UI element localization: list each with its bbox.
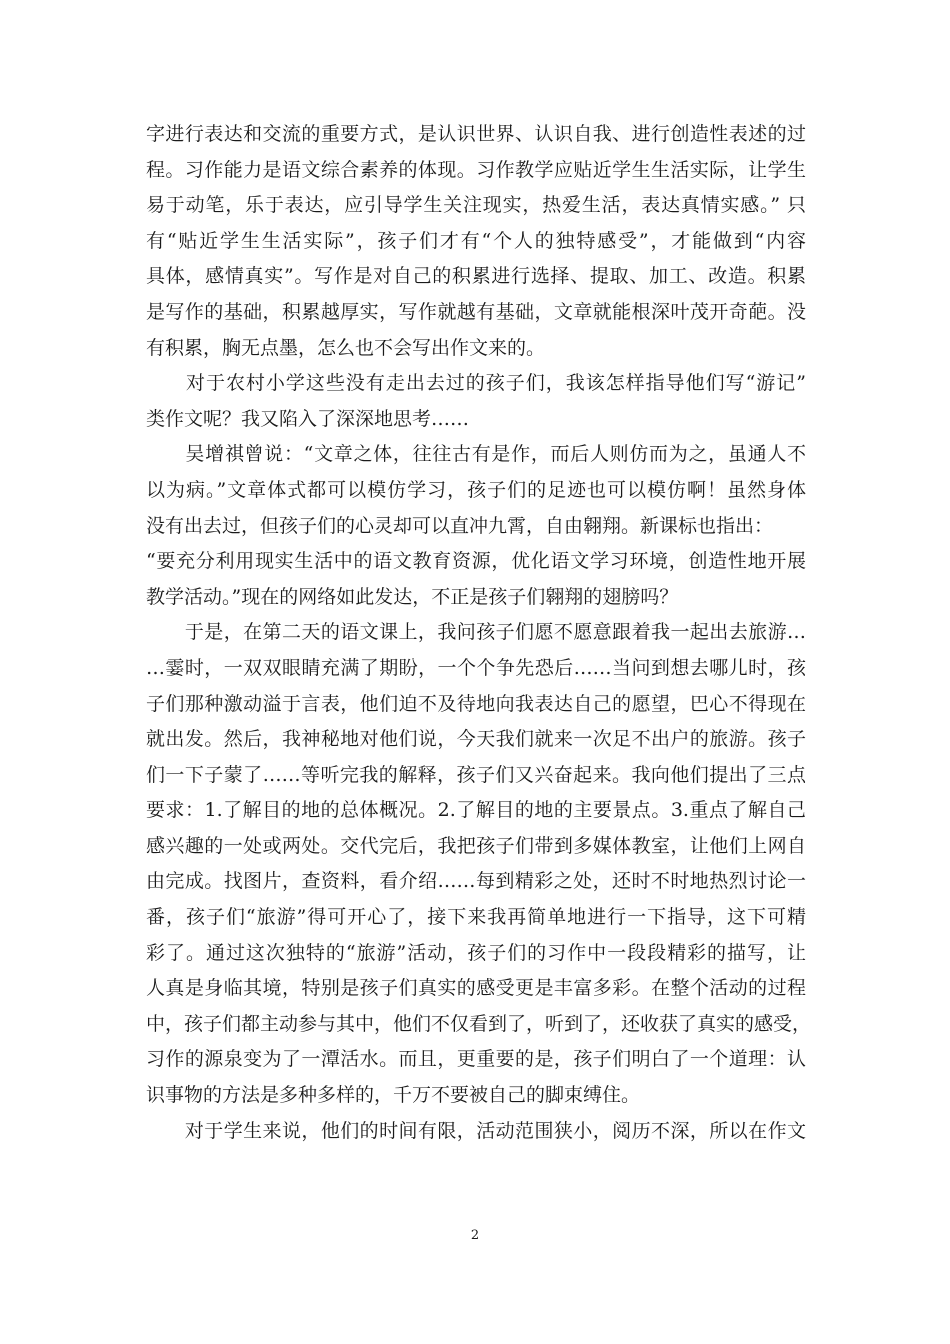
text-line: 番，孩子们“旅游”得可开心了，接下来我再简单地进行一下指导，这下可精	[146, 906, 806, 929]
text-line: 由完成。找图片，查资料，看介绍……每到精彩之处，还时不时地热烈讨论一	[146, 870, 806, 893]
text-line: 教学活动。”现在的网络如此发达，不正是孩子们翱翔的翅膀吗？	[146, 585, 679, 608]
text-line: 以为病。”文章体式都可以模仿学习，孩子们的足迹也可以模仿啊！虽然身体	[146, 478, 806, 501]
text-line: 吴增祺曾说：“文章之体，往往古有是作，而后人则仿而为之，虽通人不	[146, 443, 806, 466]
text-line: 类作文呢？我又陷入了深深地思考……	[146, 407, 470, 430]
text-line: 易于动笔，乐于表达，应引导学生关注现实，热爱生活，表达真情实感。” 只	[146, 194, 806, 217]
text-line: “要充分利用现实生活中的语文教育资源，优化语文学习环境，创造性地开展	[146, 550, 806, 573]
text-line: 人真是身临其境，特别是孩子们真实的感受更是丰富多彩。在整个活动的过程	[146, 977, 806, 1000]
text-line: 习作的源泉变为了一潭活水。而且，更重要的是，孩子们明白了一个道理：认	[146, 1048, 806, 1071]
text-line: 没有出去过，但孩子们的心灵却可以直冲九霄，自由翱翔。新课标也指出：	[146, 514, 774, 537]
text-line: 要求：1.了解目的地的总体概况。2.了解目的地的主要景点。3.重点了解自己	[146, 799, 806, 822]
text-line: 中，孩子们都主动参与其中，他们不仅看到了，听到了，还收获了真实的感受，	[146, 1012, 812, 1035]
text-line: 子们那种激动溢于言表，他们迫不及待地向我表达自己的愿望，巴心不得现在	[146, 692, 806, 715]
text-line: 是写作的基础，积累越厚实，写作就越有基础，文章就能根深叶茂开奇葩。没	[146, 300, 806, 323]
text-line: 彩了。通过这次独特的“旅游”活动，孩子们的习作中一段段精彩的描写，让	[146, 941, 806, 964]
text-line: 于是，在第二天的语文课上，我问孩子们愿不愿意跟着我一起出去旅游…	[146, 621, 806, 644]
text-line: 感兴趣的一处或两处。交代完后，我把孩子们带到多媒体教室，让他们上网自	[146, 834, 806, 857]
text-line: 具体，感情真实”。写作是对自己的积累进行选择、提取、加工、改造。积累	[146, 265, 806, 288]
text-line: 字进行表达和交流的重要方式，是认识世界、认识自我、进行创造性表述的过	[146, 123, 806, 145]
text-line: 程。习作能力是语文综合素养的体现。习作教学应贴近学生生活实际，让学生	[146, 158, 806, 181]
text-line: 对于学生来说，他们的时间有限，活动范围狭小，阅历不深，所以在作文	[146, 1119, 806, 1142]
text-line: 们一下子蒙了……等听完我的解释，孩子们又兴奋起来。我向他们提出了三点	[146, 763, 806, 786]
text-line: 有积累，胸无点墨，怎么也不会写出作文来的。	[146, 336, 546, 359]
document-body	[146, 117, 812, 1149]
page-number: 2	[470, 1228, 480, 1243]
text-line: …霎时，一双双眼睛充满了期盼，一个个争先恐后……当问到想去哪儿时，孩	[146, 656, 806, 679]
text-line: 对于农村小学这些没有走出去过的孩子们，我该怎样指导他们写“游记”	[146, 372, 806, 395]
text-line: 有“贴近学生生活实际”，孩子们才有“个人的独特感受”，才能做到“内容	[146, 229, 806, 252]
text-line: 就出发。然后，我神秘地对他们说，今天我们就来一次足不出户的旅游。孩子	[146, 728, 806, 751]
text-line: 识事物的方法是多种多样的，千万不要被自己的脚束缚住。	[146, 1084, 641, 1107]
